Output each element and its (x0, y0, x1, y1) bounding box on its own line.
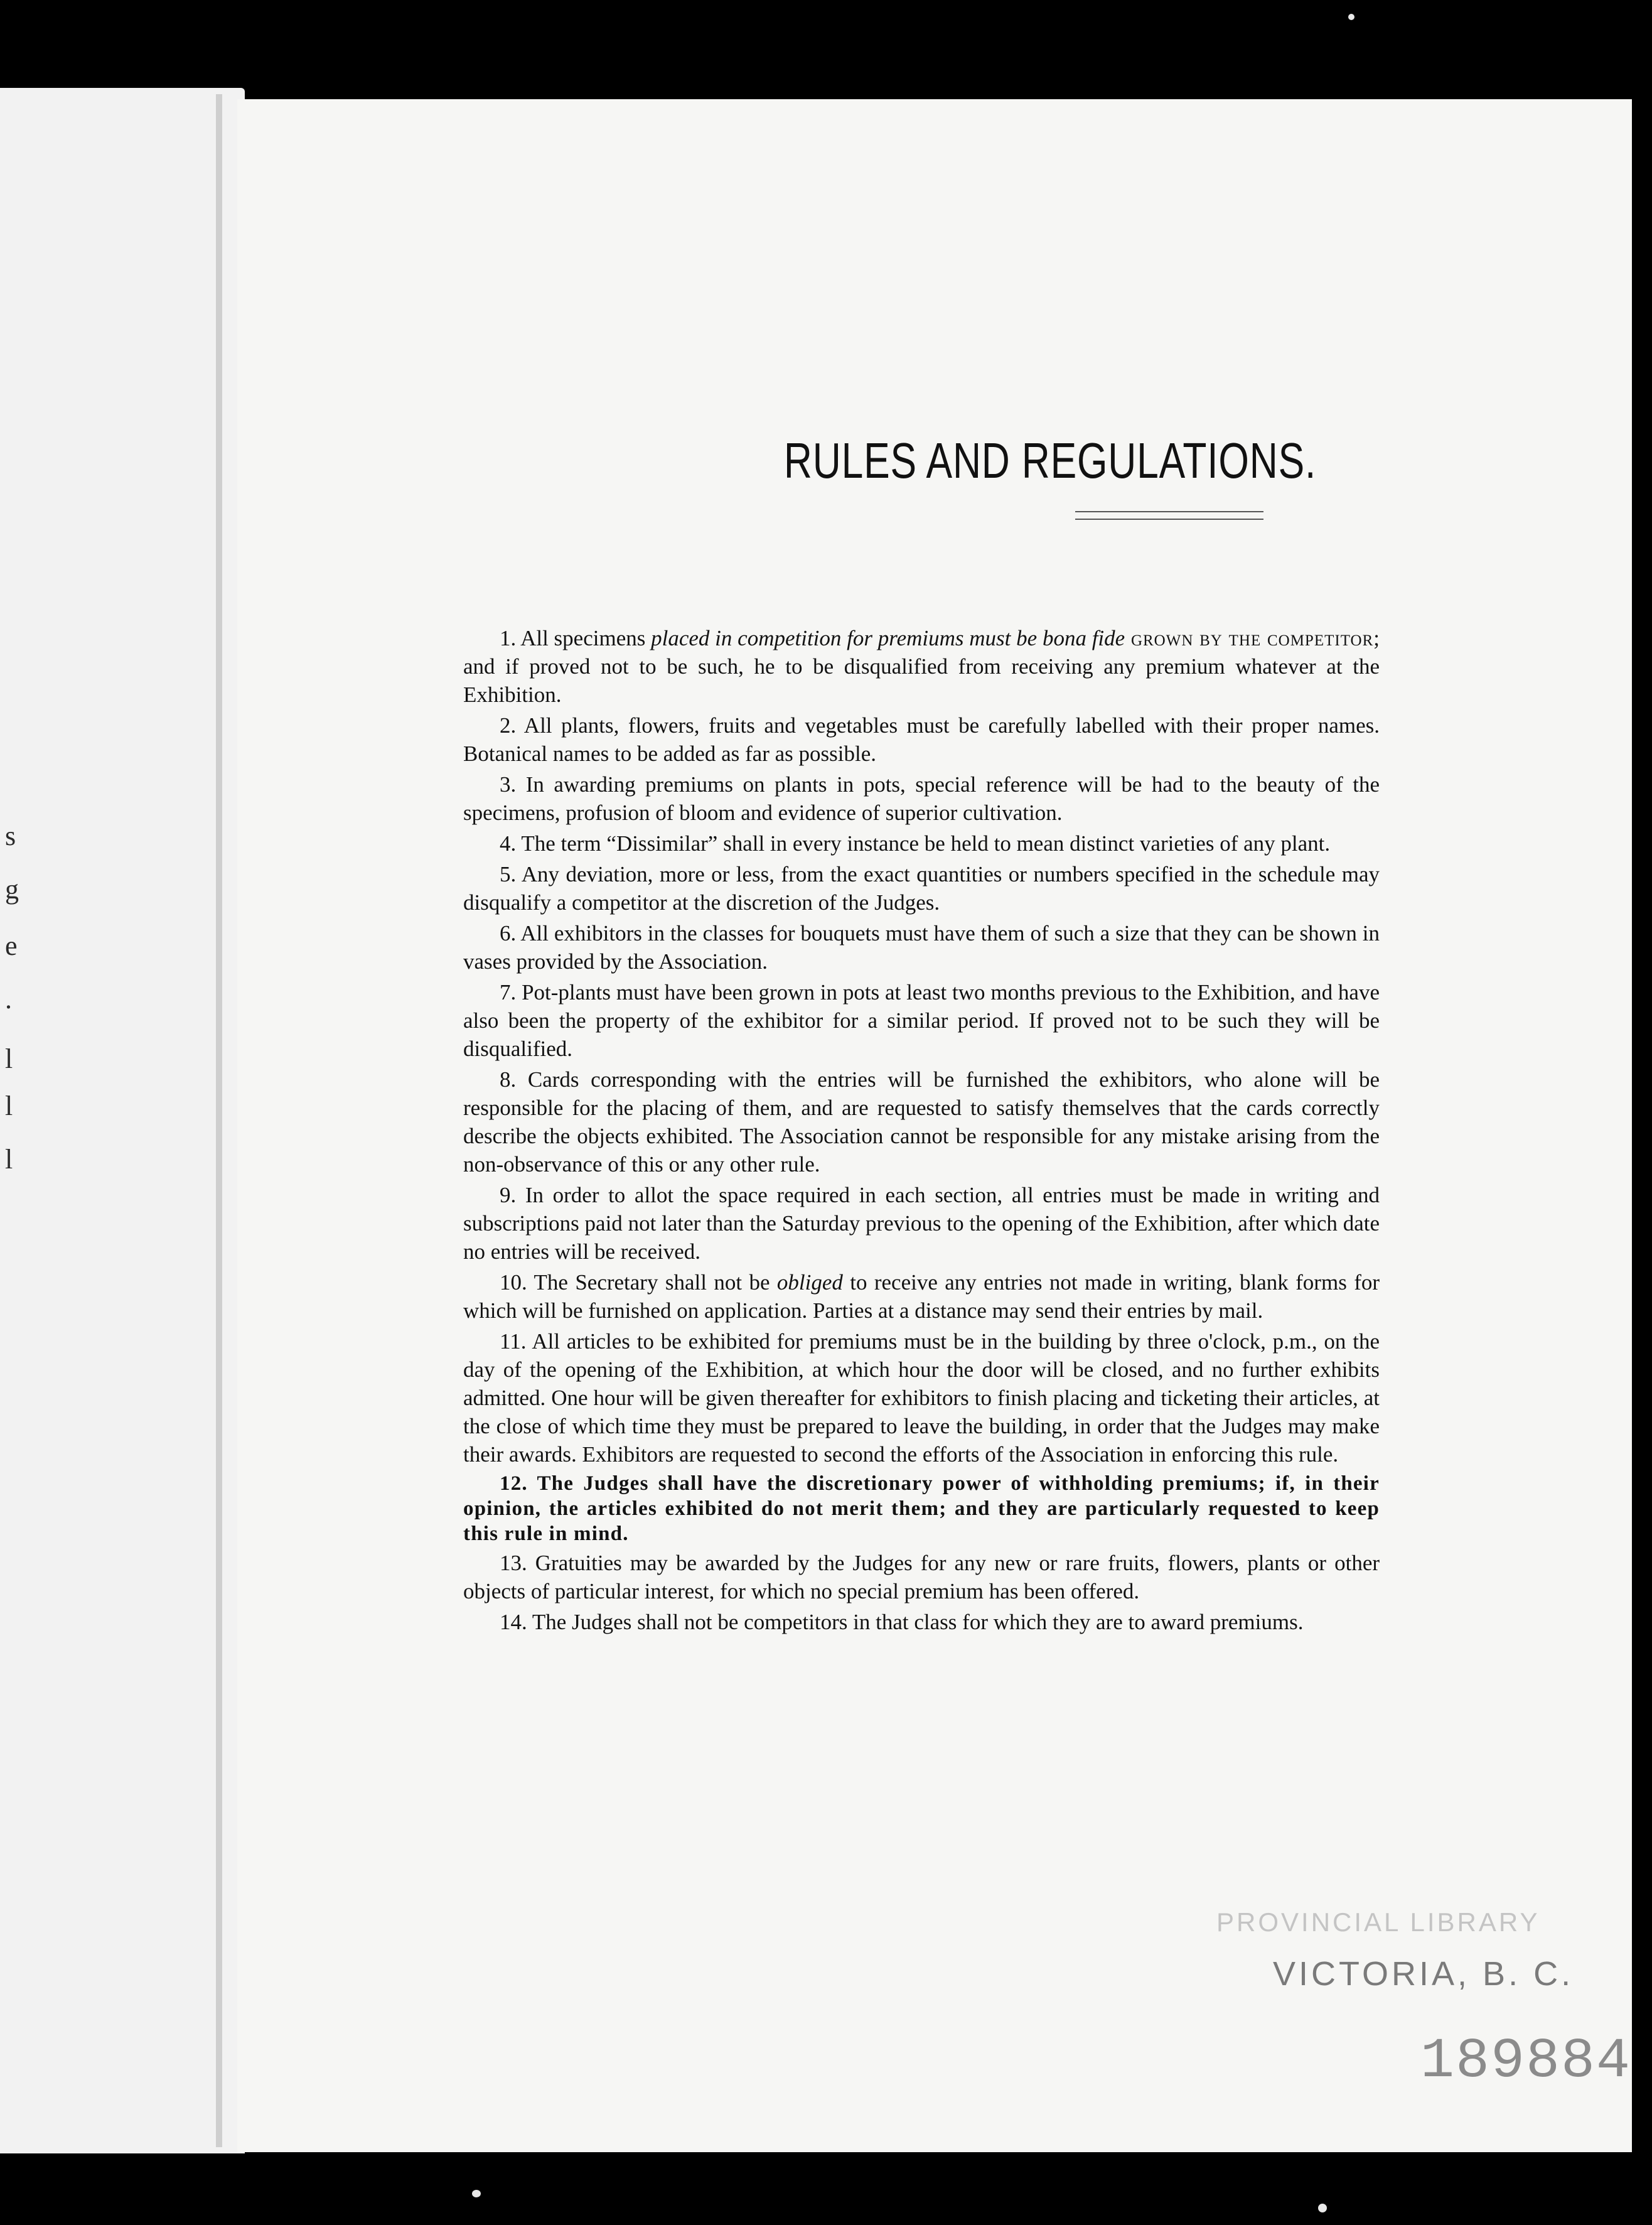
rule-number: 2. (500, 713, 524, 738)
rule-number: 6. (500, 921, 521, 945)
page-title: RULES AND REGULATIONS. (783, 433, 1317, 488)
rule-number: 12. (500, 1472, 537, 1495)
rule-text: In awarding premiums on plants in pots, special reference will be had to the beauty of the specimens, profusion of bloom and evidence of superior cultivation. (463, 772, 1380, 825)
rule-14 (463, 1608, 1380, 1636)
rules-list (463, 624, 1380, 1639)
rule-text: In order to allot the space required in each section, all entries must be made in writing and subscriptions paid not later than the Saturday previous to the opening of the Exhibition, after which date no entries will be received. (463, 1183, 1380, 1264)
scan-speck (472, 2190, 481, 2197)
rule-text: ; and if proved not to be such, he to be disqualified from receiving any premium whatever at the Exhibition. (463, 626, 1380, 707)
rule-13 (463, 1549, 1380, 1605)
left-page-fragment: . (5, 984, 12, 1015)
rule-text: Pot-plants must have been grown in pots at least two months previous to the Exhibition, and have also been the property of the exhibitor for a similar period. If proved not to be such they will be disqualified. (463, 980, 1380, 1061)
rule-text: All plants, flowers, fruits and vegetables must be carefully labelled with their proper names. Botanical names to be added as far as possible. (463, 713, 1380, 766)
rule-text: All exhibitors in the classes for bouquets must have them of such a size that they can be shown in vases provided by the Association. (463, 921, 1380, 974)
rule-number: 10. (500, 1270, 534, 1295)
rule-text: The Judges shall not be competitors in that class for which they are to award premiums. (532, 1610, 1304, 1634)
rule-number: 1. (500, 626, 521, 650)
rule-text: All articles to be exhibited for premiums must be in the building by three o'clock, p.m., on the day of the opening of the Exhibition, at which hour the door will be closed, and no further exhibits admitted. One hour will be given thereafter for exhibitors to finish placing and ticketing their articles, at the close of which time they must be prepared to leave the building, in order that the Judges may make their awards. Exhibitors are requested to second the efforts of the Association in enforcing this rule. (463, 1329, 1380, 1467)
rule-1 (463, 624, 1380, 709)
document-page (237, 99, 1632, 2152)
left-page (0, 88, 245, 2153)
rule-text: All specimens (520, 626, 652, 650)
rule-text: obliged (776, 1270, 843, 1295)
rule-number: 4. (500, 831, 522, 856)
rule-6 (463, 919, 1380, 976)
rule-text: The Secretary shall not be (534, 1270, 777, 1295)
rule-8 (463, 1065, 1380, 1178)
rule-4 (463, 829, 1380, 858)
rule-text: Cards corresponding with the entries will be furnished the exhibitors, who alone will be responsible for the placing of them, and are requested to satisfy themselves that the cards correctly describe the objects exhibited. The Association cannot be responsible for any mistake arising from the non-observance of this or any other rule. (463, 1067, 1380, 1177)
rule-text: The term “Dissimilar” shall in every instance be held to mean distinct varieties of any plant. (521, 831, 1331, 856)
rule-text: The Judges shall have the discretionary power of withholding premiums; if, in their opinion, the articles exhibited do not merit them; and they are particularly requested to keep this rule in mind. (463, 1472, 1380, 1545)
rule-5 (463, 860, 1380, 917)
rule-number: 11. (500, 1329, 532, 1354)
rule-10 (463, 1268, 1380, 1325)
rule-text: grown by the competitor (1125, 626, 1374, 650)
rule-2 (463, 711, 1380, 768)
rule-text: placed in competition for premiums must be bona fide (651, 626, 1125, 650)
page-content (463, 99, 1631, 2152)
title-underline (1075, 511, 1263, 512)
rule-number: 3. (500, 772, 526, 797)
left-page-fragment: l (5, 1043, 13, 1074)
rule-text: Any deviation, more or less, from the exact quantities or numbers specified in the schedule may disqualify a competitor at the discretion of the Judges. (463, 862, 1380, 915)
rule-9 (463, 1181, 1380, 1266)
left-page-fragment: g (5, 874, 19, 905)
scan-speck (1348, 14, 1354, 20)
rule-number: 13. (500, 1551, 535, 1575)
left-page-fragment: e (5, 930, 18, 961)
rule-number: 5. (500, 862, 522, 886)
accession-number: 189884 (1420, 2030, 1632, 2094)
rule-number: 7. (500, 980, 522, 1005)
left-page-fragment: l (5, 1144, 13, 1175)
library-stamp-name: PROVINCIAL LIBRARY (1216, 1907, 1540, 1937)
rule-number: 8. (500, 1067, 528, 1092)
scan-speck (1318, 2204, 1327, 2212)
left-page-fragment: s (5, 821, 16, 851)
page-gutter-edge (216, 94, 222, 2147)
left-page-fragment: l (5, 1091, 13, 1121)
title-underline (1075, 519, 1263, 520)
library-stamp-city: VICTORIA, B. C. (1273, 1955, 1574, 1993)
rule-7 (463, 978, 1380, 1063)
rule-number: 14. (500, 1610, 532, 1634)
rule-3 (463, 770, 1380, 827)
rule-text: to receive any entries not made in writing, blank forms for which will be furnished on application. Parties at a distance may send their entries by mail. (463, 1270, 1380, 1323)
rule-number: 9. (500, 1183, 525, 1207)
rule-11 (463, 1327, 1380, 1468)
rule-text: Gratuities may be awarded by the Judges for any new or rare fruits, flowers, plants or other objects of particular interest, for which no special premium has been offered. (463, 1551, 1380, 1603)
rule-12 (463, 1471, 1380, 1546)
